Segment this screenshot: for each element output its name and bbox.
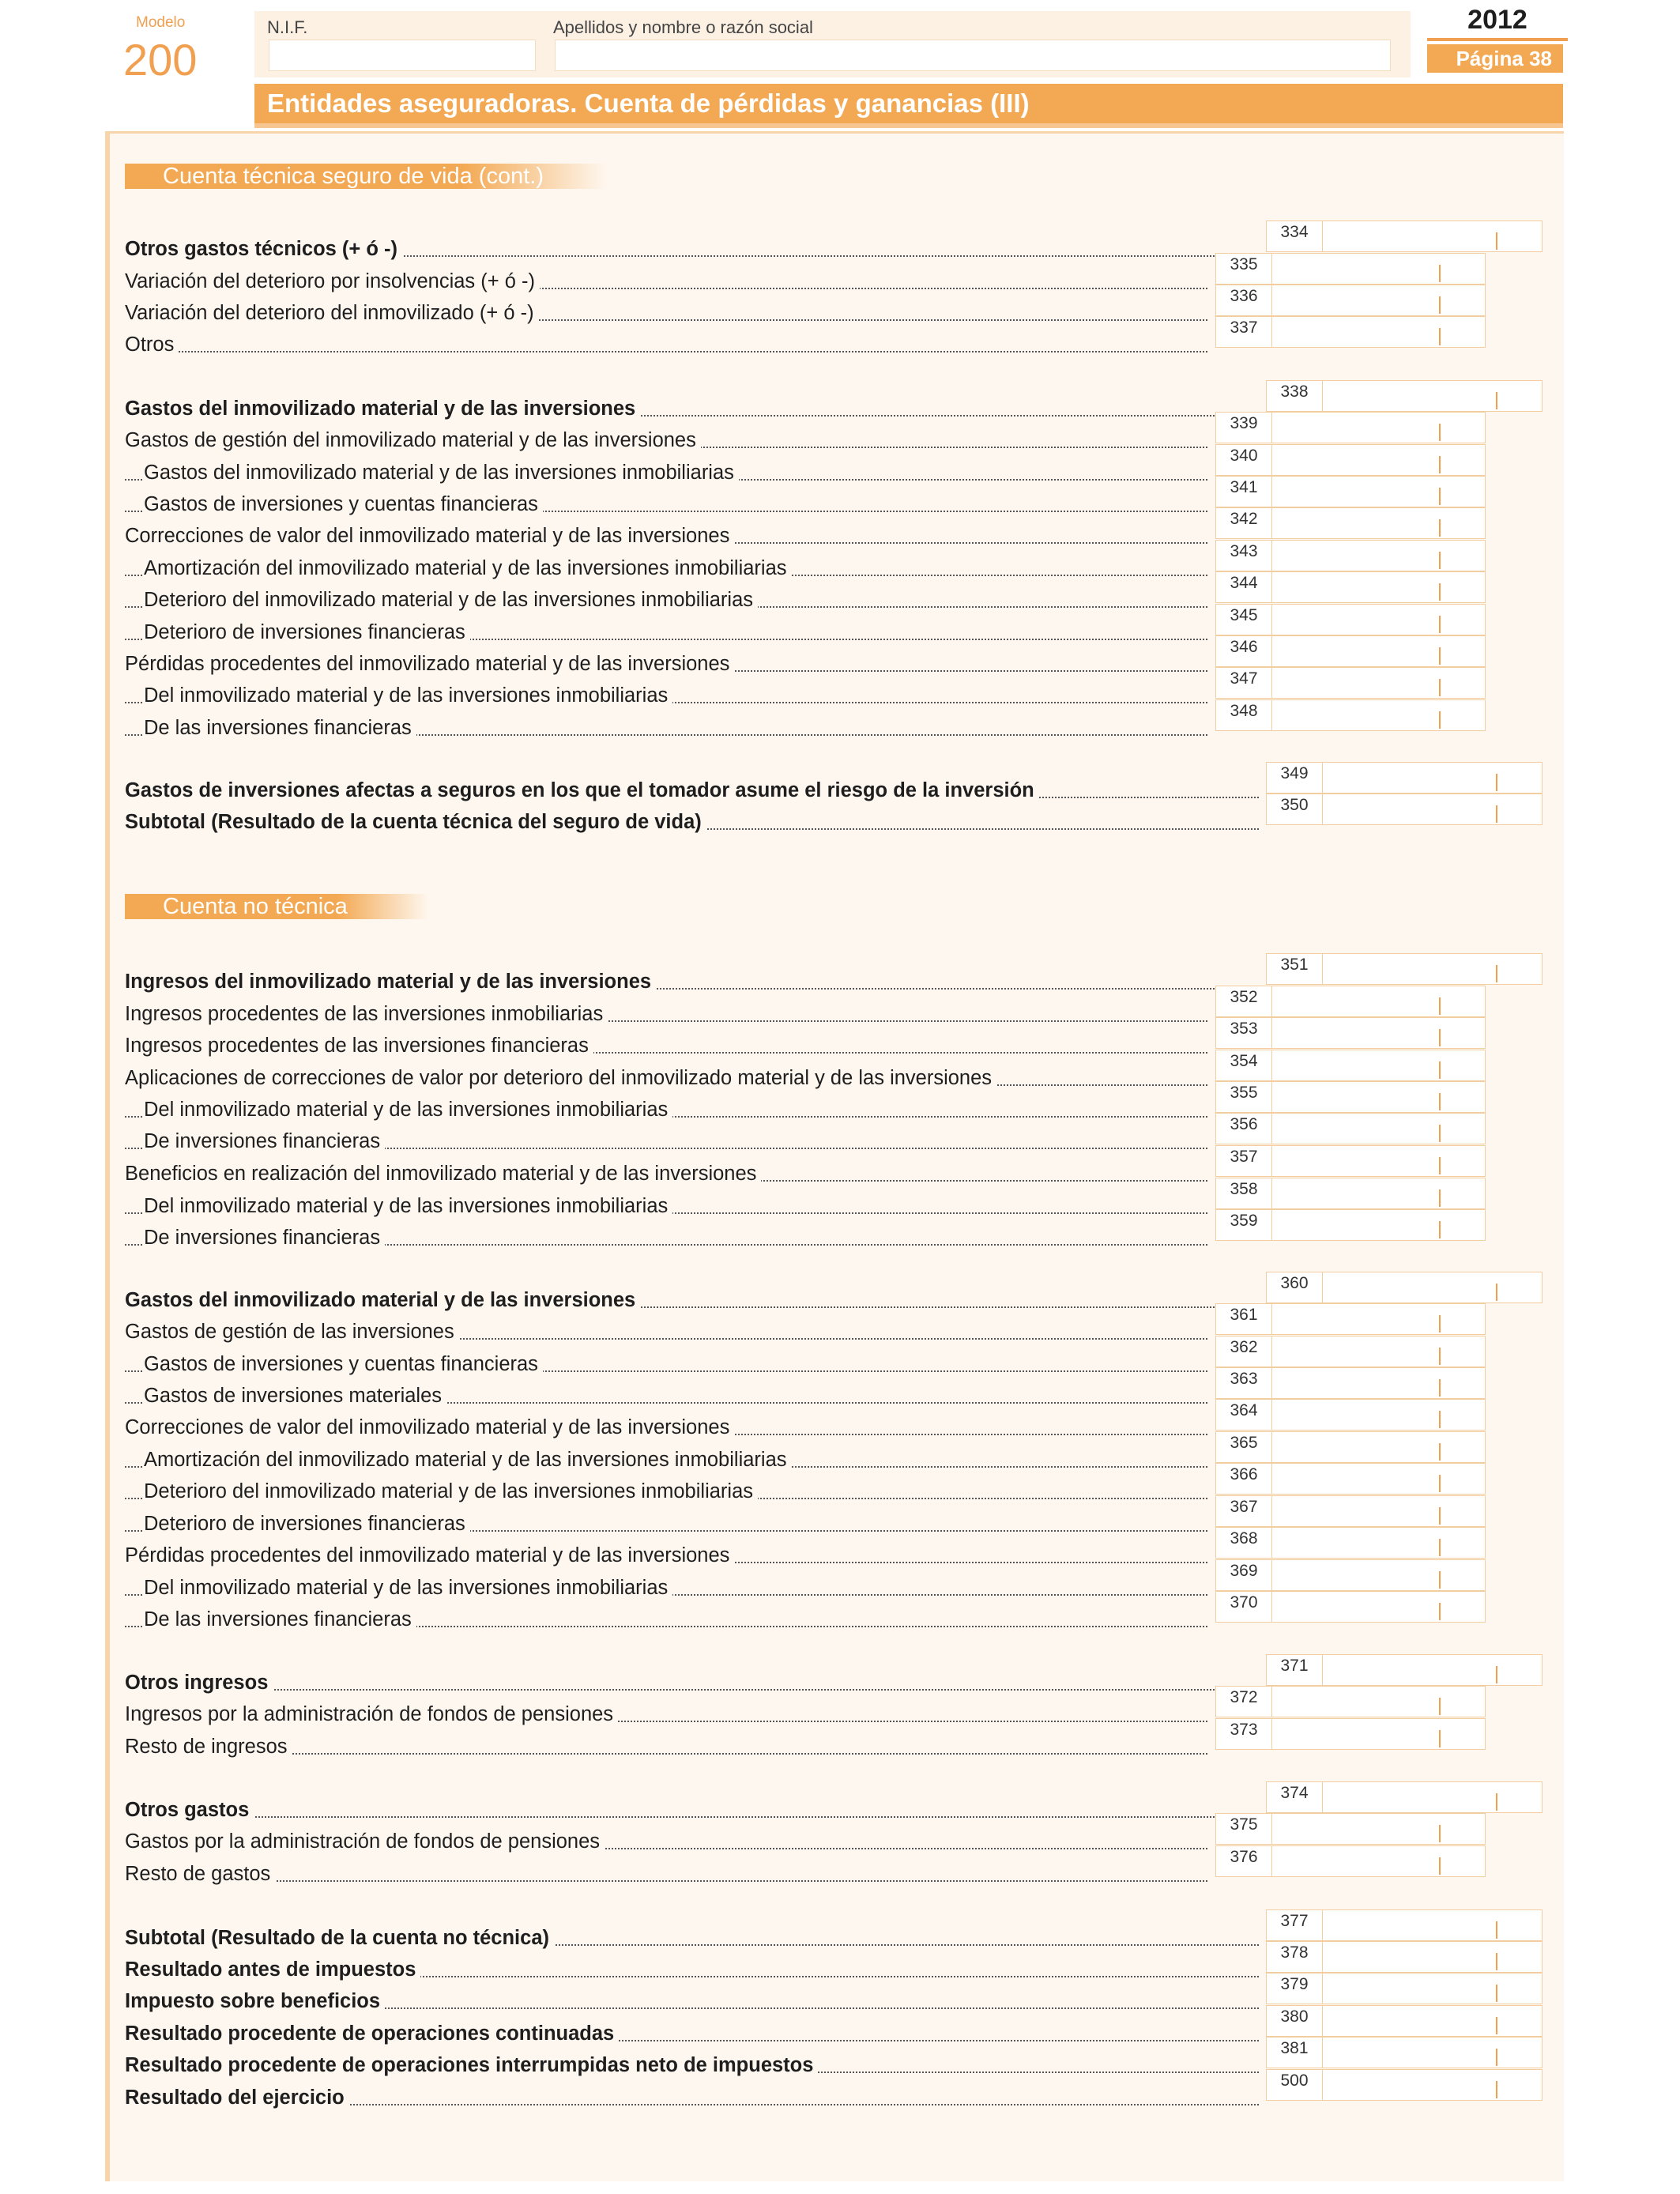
concept-369 [125, 1572, 1207, 1604]
decimal-separator-mark [1439, 1730, 1441, 1747]
box-code: 355 [1216, 1082, 1272, 1112]
title-shadow [254, 123, 1563, 128]
decimal-separator-mark [1439, 1443, 1441, 1461]
concept-label: Gastos por la administración de fondos de pensiones [125, 1830, 605, 1853]
concept-364 [125, 1412, 1207, 1443]
box-code: 380 [1267, 2006, 1323, 2036]
decimal-separator-mark [1496, 2049, 1497, 2066]
box-code: 354 [1216, 1050, 1272, 1080]
concept-label: Gastos del inmovilizado material y de las inversiones [125, 398, 640, 420]
decimal-separator-mark [1439, 1825, 1441, 1842]
concept-359 [125, 1222, 1207, 1253]
concept-365 [125, 1444, 1207, 1476]
decimal-separator-mark [1496, 1953, 1497, 1970]
concept-368 [125, 1540, 1207, 1571]
amount-field-342[interactable] [1215, 507, 1486, 539]
decimal-separator-mark [1439, 1093, 1441, 1110]
concept-label: Resultado procedente de operaciones interrumpidas neto de impuestos [125, 2054, 818, 2076]
concept-label: Ingresos del inmovilizado material y de las inversiones [125, 971, 656, 993]
concept-379 [125, 1985, 1259, 2017]
amount-field-375[interactable] [1215, 1813, 1486, 1845]
box-code: 356 [1216, 1114, 1272, 1144]
concept-355 [125, 1094, 1207, 1125]
concept-353 [125, 1030, 1207, 1061]
amount-field-352[interactable] [1215, 986, 1486, 1017]
decimal-separator-mark [1439, 1539, 1441, 1556]
concept-label: Del inmovilizado material y de las inversiones inmobiliarias [144, 1195, 672, 1217]
decimal-separator-mark [1439, 296, 1441, 314]
amount-field-359[interactable] [1215, 1209, 1486, 1241]
concept-label: Ingresos por la administración de fondos de pensiones [125, 1703, 618, 1725]
section-head-no-tecnica: Cuenta no técnica [125, 894, 428, 919]
amount-field-368[interactable] [1215, 1527, 1486, 1559]
concept-label: Impuesto sobre beneficios [125, 1990, 385, 2012]
concept-label: Del inmovilizado material y de las inversiones inmobiliarias [144, 684, 672, 707]
modelo-label: Modelo [136, 14, 186, 31]
concept-336 [125, 297, 1207, 329]
concept-350 [125, 806, 1259, 838]
concept-label: Pérdidas procedentes del inmovilizado material y de las inversiones [125, 1544, 734, 1566]
concept-342 [125, 520, 1207, 552]
box-code: 350 [1267, 794, 1323, 824]
amount-field-378[interactable] [1266, 1941, 1543, 1973]
concept-label: Ingresos procedentes de las inversiones financieras [125, 1035, 593, 1057]
amount-field-367[interactable] [1215, 1495, 1486, 1527]
amount-field-358[interactable] [1215, 1178, 1486, 1209]
box-code: 371 [1267, 1655, 1323, 1685]
box-code: 363 [1216, 1368, 1272, 1398]
amount-field-366[interactable] [1215, 1463, 1486, 1495]
decimal-separator-mark [1439, 1221, 1441, 1238]
box-code: 364 [1216, 1400, 1272, 1430]
decimal-separator-mark [1439, 1157, 1441, 1174]
amount-field-357[interactable] [1215, 1145, 1486, 1177]
concept-358 [125, 1190, 1207, 1222]
concept-340 [125, 457, 1207, 488]
concept-351 [125, 966, 1259, 997]
decimal-separator-mark [1439, 456, 1441, 473]
concept-366 [125, 1476, 1207, 1507]
concept-347 [125, 680, 1207, 711]
concept-378 [125, 1954, 1259, 1985]
decimal-separator-mark [1439, 583, 1441, 601]
box-code: 352 [1216, 986, 1272, 1016]
box-code: 357 [1216, 1146, 1272, 1176]
concept-label: Subtotal (Resultado de la cuenta técnica del seguro de vida) [125, 811, 706, 833]
decimal-separator-mark [1439, 1571, 1441, 1589]
amount-field-334[interactable] [1266, 221, 1543, 252]
decimal-separator-mark [1439, 519, 1441, 537]
concept-label: Beneficios en realización del inmovilizado material y de las inversiones [125, 1163, 761, 1185]
amount-field-365[interactable] [1215, 1431, 1486, 1463]
decimal-separator-mark [1439, 488, 1441, 505]
decimal-separator-mark [1496, 805, 1497, 823]
concept-344 [125, 584, 1207, 616]
amount-field-337[interactable] [1215, 316, 1486, 348]
decimal-separator-mark [1496, 2081, 1497, 2098]
concept-377 [125, 1922, 1259, 1954]
decimal-separator-mark [1439, 679, 1441, 696]
amount-field-373[interactable] [1215, 1718, 1486, 1750]
concept-356 [125, 1125, 1207, 1157]
decimal-separator-mark [1439, 1315, 1441, 1333]
concept-label: Resto de gastos [125, 1863, 275, 1885]
concept-label: Resultado del ejercicio [125, 2087, 349, 2109]
decimal-separator-mark [1439, 1061, 1441, 1079]
concept-label: Otros [125, 334, 179, 356]
box-code: 340 [1216, 445, 1272, 475]
concept-346 [125, 648, 1207, 680]
leader-dots [125, 1880, 1207, 1882]
decimal-separator-mark [1439, 1603, 1441, 1620]
box-code: 343 [1216, 541, 1272, 571]
decimal-separator-mark [1439, 1348, 1441, 1365]
concept-label: Correcciones de valor del inmovilizado material y de las inversiones [125, 525, 734, 547]
concept-375 [125, 1826, 1207, 1857]
decimal-separator-mark [1439, 647, 1441, 665]
amount-field-346[interactable] [1215, 635, 1486, 667]
concept-352 [125, 998, 1207, 1030]
decimal-separator-mark [1496, 1284, 1497, 1301]
box-code: 351 [1267, 954, 1323, 984]
decimal-separator-mark [1496, 1921, 1497, 1939]
concept-label: De las inversiones financieras [144, 1608, 416, 1630]
amount-field-348[interactable] [1215, 699, 1486, 731]
amount-field-364[interactable] [1215, 1399, 1486, 1431]
box-code: 374 [1267, 1782, 1323, 1812]
decimal-separator-mark [1439, 1125, 1441, 1142]
box-code: 361 [1216, 1304, 1272, 1334]
decimal-separator-mark [1496, 2017, 1497, 2034]
leader-dots [125, 1816, 1259, 1818]
section-head-vida: Cuenta técnica seguro de vida (cont.) [125, 164, 607, 189]
concept-label: Pérdidas procedentes del inmovilizado material y de las inversiones [125, 653, 734, 675]
concept-label: Resultado antes de impuestos [125, 1958, 420, 1981]
concept-label: De las inversiones financieras [144, 717, 416, 739]
decimal-separator-mark [1439, 424, 1441, 441]
amount-field-336[interactable] [1215, 285, 1486, 316]
concept-374 [125, 1794, 1259, 1826]
amount-field-360[interactable] [1266, 1272, 1543, 1303]
amount-field-380[interactable] [1266, 2005, 1543, 2037]
amount-field-338[interactable] [1266, 380, 1543, 412]
concept-label: Gastos de inversiones y cuentas financieras [144, 1353, 543, 1375]
concept-339 [125, 424, 1207, 456]
decimal-separator-mark [1439, 552, 1441, 569]
page-badge: Página 38 [1427, 44, 1563, 73]
concept-label: Amortización del inmovilizado material y de las inversiones inmobiliarias [144, 1449, 792, 1471]
decimal-separator-mark [1439, 265, 1441, 282]
amount-field-363[interactable] [1215, 1367, 1486, 1399]
decimal-separator-mark [1439, 1189, 1441, 1207]
box-code: 362 [1216, 1336, 1272, 1367]
box-code: 370 [1216, 1592, 1272, 1622]
concept-label: Otros ingresos [125, 1672, 273, 1694]
amount-field-339[interactable] [1215, 412, 1486, 443]
box-code: 381 [1267, 2038, 1323, 2068]
box-code: 345 [1216, 605, 1272, 635]
concept-label: Subtotal (Resultado de la cuenta no técnica) [125, 1927, 554, 1949]
concept-label: Otros gastos [125, 1799, 254, 1821]
concept-label: Gastos de gestión del inmovilizado material y de las inversiones [125, 429, 701, 451]
amount-field-370[interactable] [1215, 1591, 1486, 1623]
concept-367 [125, 1508, 1207, 1540]
leader-dots [125, 1689, 1259, 1691]
box-code: 378 [1267, 1942, 1323, 1972]
box-code: 339 [1216, 413, 1272, 443]
decimal-separator-mark [1496, 392, 1497, 409]
concept-362 [125, 1348, 1207, 1380]
concept-label: Variación del deterioro por insolvencias (+ ó -) [125, 270, 540, 292]
concept-label: Gastos de inversiones y cuentas financieras [144, 493, 543, 515]
decimal-separator-mark [1439, 1698, 1441, 1715]
decimal-separator-mark [1496, 965, 1497, 982]
concept-337 [125, 329, 1207, 360]
box-code: 334 [1267, 221, 1323, 251]
amount-field-381[interactable] [1266, 2037, 1543, 2068]
name-field[interactable] [555, 40, 1391, 71]
amount-field-377[interactable] [1266, 1909, 1543, 1941]
year-label: 2012 [1467, 5, 1527, 35]
concept-label: Aplicaciones de correcciones de valor por deterioro del inmovilizado material y de las inversiones [125, 1067, 996, 1089]
decimal-separator-mark [1496, 1666, 1497, 1683]
amount-field-351[interactable] [1266, 953, 1543, 985]
concept-label: Gastos de inversiones afectas a seguros en los que el tomador asume el riesgo de la inversión [125, 779, 1039, 801]
amount-field-340[interactable] [1215, 444, 1486, 476]
box-code: 342 [1216, 508, 1272, 538]
box-code: 377 [1267, 1910, 1323, 1940]
concept-381 [125, 2049, 1259, 2081]
page-title: Entidades aseguradoras. Cuenta de pérdidas y ganancias (III) [254, 84, 1563, 123]
box-code: 347 [1216, 668, 1272, 698]
concept-370 [125, 1604, 1207, 1635]
amount-field-354[interactable] [1215, 1050, 1486, 1081]
box-code: 369 [1216, 1560, 1272, 1590]
amount-field-372[interactable] [1215, 1686, 1486, 1717]
box-code: 375 [1216, 1814, 1272, 1844]
concept-361 [125, 1316, 1207, 1348]
amount-field-356[interactable] [1215, 1113, 1486, 1144]
decimal-separator-mark [1496, 1793, 1497, 1811]
box-code: 360 [1267, 1272, 1323, 1302]
amount-field-353[interactable] [1215, 1017, 1486, 1049]
decimal-separator-mark [1439, 1379, 1441, 1397]
decimal-separator-mark [1439, 1507, 1441, 1525]
amount-field-362[interactable] [1215, 1336, 1486, 1367]
concept-341 [125, 488, 1207, 520]
concept-343 [125, 552, 1207, 584]
concept-label: De inversiones financieras [144, 1227, 385, 1249]
box-code: 348 [1216, 700, 1272, 730]
box-code: 358 [1216, 1178, 1272, 1208]
amount-field-343[interactable] [1215, 540, 1486, 571]
decimal-separator-mark [1439, 711, 1441, 729]
decimal-separator-mark [1439, 328, 1441, 345]
concept-label: Otros gastos técnicos (+ ó -) [125, 238, 402, 260]
box-code: 335 [1216, 254, 1272, 284]
concept-label: Resultado procedente de operaciones continuadas [125, 2022, 619, 2045]
decimal-separator-mark [1496, 232, 1497, 250]
decimal-separator-mark [1496, 1985, 1497, 2002]
box-code: 336 [1216, 285, 1272, 315]
box-code: 367 [1216, 1496, 1272, 1526]
concept-label: Gastos del inmovilizado material y de las inversiones inmobiliarias [144, 462, 739, 484]
concept-label: Del inmovilizado material y de las inversiones inmobiliarias [144, 1577, 672, 1599]
modelo-number: 200 [123, 35, 198, 85]
concept-363 [125, 1380, 1207, 1412]
concept-label: Deterioro de inversiones financieras [144, 621, 470, 643]
box-code: 344 [1216, 572, 1272, 602]
concept-348 [125, 712, 1207, 744]
concept-376 [125, 1858, 1207, 1890]
box-code: 373 [1216, 1719, 1272, 1749]
amount-field-355[interactable] [1215, 1081, 1486, 1113]
identification-band [254, 11, 1411, 77]
name-label: Apellidos y nombre o razón social [553, 17, 813, 37]
box-code: 353 [1216, 1018, 1272, 1048]
concept-354 [125, 1062, 1207, 1094]
amount-field-376[interactable] [1215, 1845, 1486, 1877]
amount-field-350[interactable] [1266, 794, 1543, 825]
decimal-separator-mark [1439, 1411, 1441, 1428]
concept-label: De inversiones financieras [144, 1130, 385, 1152]
box-code: 366 [1216, 1464, 1272, 1494]
concept-371 [125, 1667, 1259, 1698]
nif-label: N.I.F. [267, 17, 308, 37]
amount-field-349[interactable] [1266, 762, 1543, 794]
box-code: 372 [1216, 1687, 1272, 1717]
concept-label: Deterioro del inmovilizado material y de las inversiones inmobiliarias [144, 589, 758, 611]
concept-338 [125, 393, 1259, 424]
decimal-separator-mark [1439, 616, 1441, 633]
concept-label: Resto de ingresos [125, 1736, 292, 1758]
concept-500 [125, 2082, 1259, 2113]
box-code: 379 [1267, 1973, 1323, 2004]
concept-380 [125, 2018, 1259, 2049]
year-rule [1427, 38, 1568, 41]
concept-label: Deterioro del inmovilizado material y de las inversiones inmobiliarias [144, 1480, 758, 1502]
concept-label: Gastos de inversiones materiales [144, 1385, 446, 1407]
amount-field-345[interactable] [1215, 604, 1486, 635]
box-code: 365 [1216, 1432, 1272, 1462]
decimal-separator-mark [1439, 997, 1441, 1015]
nif-field[interactable] [269, 40, 536, 71]
concept-357 [125, 1158, 1207, 1189]
concept-360 [125, 1284, 1259, 1316]
box-code: 368 [1216, 1528, 1272, 1558]
concept-label: Gastos del inmovilizado material y de las inversiones [125, 1289, 640, 1311]
concept-label: Variación del deterioro del inmovilizado (+ ó -) [125, 302, 539, 324]
concept-label: Ingresos procedentes de las inversiones inmobiliarias [125, 1003, 608, 1025]
amount-field-347[interactable] [1215, 667, 1486, 699]
amount-field-341[interactable] [1215, 476, 1486, 507]
box-code: 359 [1216, 1210, 1272, 1240]
concept-372 [125, 1698, 1207, 1730]
amount-field-379[interactable] [1266, 1973, 1543, 2004]
concept-349 [125, 775, 1259, 806]
amount-field-369[interactable] [1215, 1559, 1486, 1591]
concept-label: Deterioro de inversiones financieras [144, 1513, 470, 1535]
box-code: 338 [1267, 381, 1323, 411]
amount-field-361[interactable] [1215, 1303, 1486, 1335]
concept-334 [125, 233, 1259, 265]
concept-label: Amortización del inmovilizado material y de las inversiones inmobiliarias [144, 557, 792, 579]
box-code: 500 [1267, 2070, 1323, 2100]
concept-label: Gastos de gestión de las inversiones [125, 1321, 459, 1343]
concept-345 [125, 616, 1207, 648]
amount-field-371[interactable] [1266, 1654, 1543, 1686]
concept-label: Del inmovilizado material y de las inversiones inmobiliarias [144, 1099, 672, 1121]
decimal-separator-mark [1496, 774, 1497, 791]
concept-373 [125, 1731, 1207, 1762]
box-code: 376 [1216, 1846, 1272, 1876]
amount-field-374[interactable] [1266, 1781, 1543, 1813]
box-code: 341 [1216, 477, 1272, 507]
box-code: 349 [1267, 763, 1323, 793]
decimal-separator-mark [1439, 1029, 1441, 1046]
decimal-separator-mark [1439, 1857, 1441, 1875]
decimal-separator-mark [1439, 1475, 1441, 1492]
amount-field-335[interactable] [1215, 253, 1486, 285]
concept-335 [125, 266, 1207, 297]
box-code: 346 [1216, 636, 1272, 666]
box-code: 337 [1216, 317, 1272, 347]
concept-label: Correcciones de valor del inmovilizado material y de las inversiones [125, 1416, 734, 1438]
leader-dots [125, 351, 1207, 352]
amount-field-500[interactable] [1266, 2069, 1543, 2101]
amount-field-344[interactable] [1215, 571, 1486, 603]
